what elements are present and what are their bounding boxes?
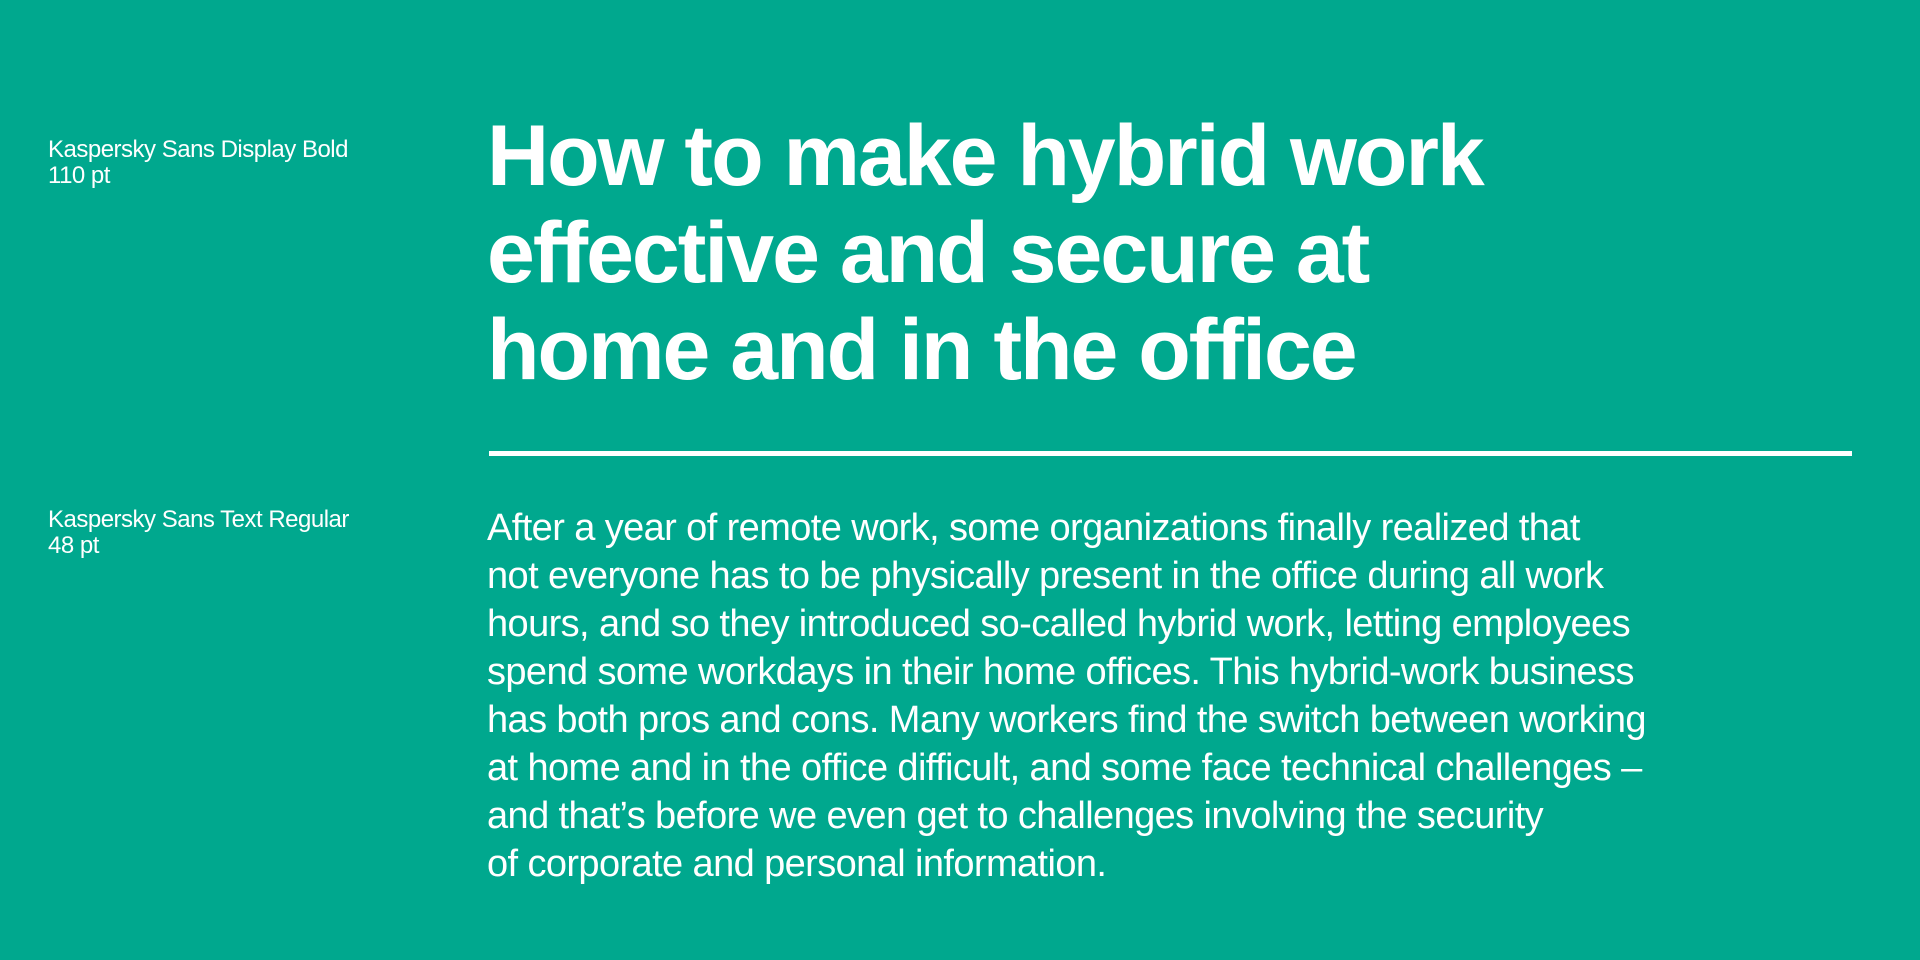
body-line: After a year of remote work, some organizations finally realized that bbox=[487, 507, 1580, 549]
body-line: hours, and so they introduced so-called hybrid work, letting employees bbox=[487, 603, 1630, 645]
divider bbox=[489, 451, 1852, 456]
body-line: has both pros and cons. Many workers find the switch between working bbox=[487, 699, 1646, 741]
headline-line: home and in the office bbox=[487, 302, 1356, 398]
body-line: spend some workdays in their home offices. This hybrid-work business bbox=[487, 651, 1634, 693]
body-font-spec bbox=[48, 507, 448, 559]
body-line: not everyone has to be physically present in the office during all work bbox=[487, 555, 1604, 597]
heading-font-spec bbox=[48, 137, 448, 189]
body-font-name: Kaspersky Sans Text Regular bbox=[48, 506, 349, 533]
headline-line: How to make hybrid work bbox=[487, 108, 1483, 204]
body-line: of corporate and personal information. bbox=[487, 843, 1107, 885]
body-font-size: 48 pt bbox=[48, 532, 99, 559]
heading-font-name: Kaspersky Sans Display Bold bbox=[48, 136, 348, 163]
headline-line: effective and secure at bbox=[487, 205, 1369, 301]
body-line: at home and in the office difficult, and some face technical challenges – bbox=[487, 747, 1642, 789]
heading-font-size: 110 pt bbox=[48, 162, 110, 189]
body-line: and that’s before we even get to challenges involving the security bbox=[487, 795, 1544, 837]
headline bbox=[487, 108, 1887, 399]
body-paragraph bbox=[487, 504, 1907, 888]
